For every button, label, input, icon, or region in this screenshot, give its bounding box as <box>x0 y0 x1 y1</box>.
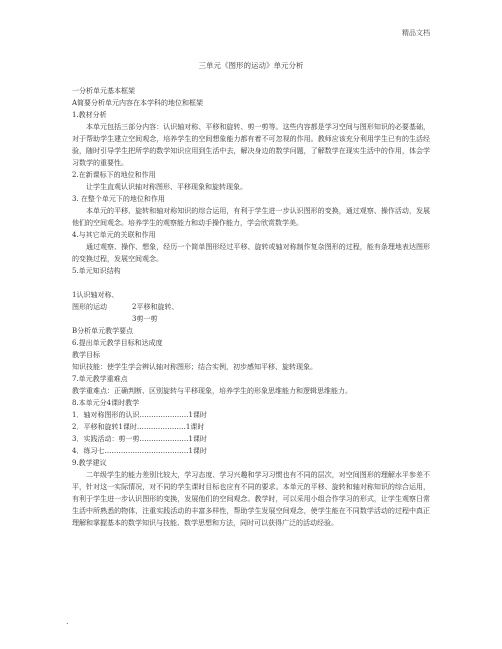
footer-mark: . <box>66 617 69 626</box>
header-label: 精品文档 <box>402 29 430 37</box>
document-content <box>72 85 430 529</box>
paragraph: 通过观察、操作、想象，经历一个简单图形经过平移、旋转或轴对称制作复杂图形的过程，能有条理地表达图形的变换过程，发展空间观念。 <box>72 243 430 263</box>
text-line: 8.本单元分4课时教学 <box>72 399 140 407</box>
text-line: 教学目标 <box>72 351 100 359</box>
paragraph: 本单元的平移、旋转和轴对称知识的综合运用，有利于学生进一步认识图形的变换，通过观察、操作活动，发展他们的空间观念。培养学生的观察能力和动手操作能力，学会欣赏数学美。 <box>72 207 430 227</box>
structure-branch-label: 2平移和旋转、 <box>132 303 179 311</box>
text-line: B分析单元教学要点 <box>72 327 134 335</box>
text-line: 2.在新课标下的地位和作用 <box>72 171 156 179</box>
document-title: 三单元《图形的运动》单元分析 <box>198 61 304 70</box>
structure-row <box>72 301 430 313</box>
paragraph: 本单元包括三部分内容：认识轴对称、平移和旋转、剪一剪等。这些内容都是学习空间与图形知识的必要基础，对于帮助学生建立空间观念，培养学生的空间想象能力都有着不可忽视的作用。教师应该充分利用学生已有的生活经验，随时引导学生把所学的数学知识应用到生活中去，解决身边的数学问题，了解数学在现实生活中的作用，体会学习数学的重要性。 <box>72 123 430 167</box>
text-line: 7.单元教学重难点 <box>72 375 128 383</box>
text-line: 9.教学建议 <box>72 459 107 467</box>
document-body <box>72 50 430 529</box>
structure-root-label: 图形的运动 <box>72 303 107 311</box>
text-line: 教学重难点：正确判断、区别旋转与平移现象，培养学生的形象思维能力和逻辑思维能力。 <box>72 387 352 395</box>
text-line: 5.单元知识结构 <box>72 267 121 275</box>
text-line: 一分析单元基本框架 <box>72 87 135 95</box>
text-line: 2．平移和旋转1课时…………………1课时 <box>72 423 205 431</box>
text-line: 4.与其它单元的关联和作用 <box>72 231 156 239</box>
paragraph: 二年级学生的能力差别比较大，学习态度、学习兴趣和学习习惯也有不同的层次，对空间图形的理解水平参差不平，针对这一实际情况，对不同的学生课时目标也应有不同的要求。本单元的平移、旋转和轴对称知识的综合运用，有利于学生进一步认识图形的变换，发展他们的空间观念。教学时，可以采用小组合作学习的形式，让学生观察日常生活中所熟悉的物体，注重实践活动的丰富多样性，帮助学生发展空间观念，使学生能在不同数学活动的过程中真正理解和掌握基本的数学知识与技能、数学思想和方法，同时可以获得广泛的活动经验。 <box>72 471 430 527</box>
text-line: 3．实践活动：剪一剪…………………1课时 <box>72 435 207 443</box>
text-line: 知识技能：使学生学会辨认轴对称图形；结合实例，初步感知平移、旋转现象。 <box>72 363 317 371</box>
text-line: A简要分析单元内容在本学科的地位和框架 <box>72 99 204 107</box>
text-line: 3. 在整个单元下的地位和作用 <box>72 195 165 203</box>
indented-line: 让学生直观认识轴对称图形、平移现象和旋转现象。 <box>86 183 247 191</box>
structure-branch-label: 3剪一剪 <box>132 315 158 323</box>
text-line: 1.教材分析 <box>72 111 107 119</box>
text-line: 6.提出单元教学目标和达成度 <box>72 339 163 347</box>
text-line: 1．轴对称图形的认识…………………1课时 <box>72 411 207 419</box>
text-line: 4．练习七………………………………1课时 <box>72 447 207 455</box>
spacer <box>72 277 430 289</box>
text-line: 1认识轴对称、 <box>72 291 119 299</box>
